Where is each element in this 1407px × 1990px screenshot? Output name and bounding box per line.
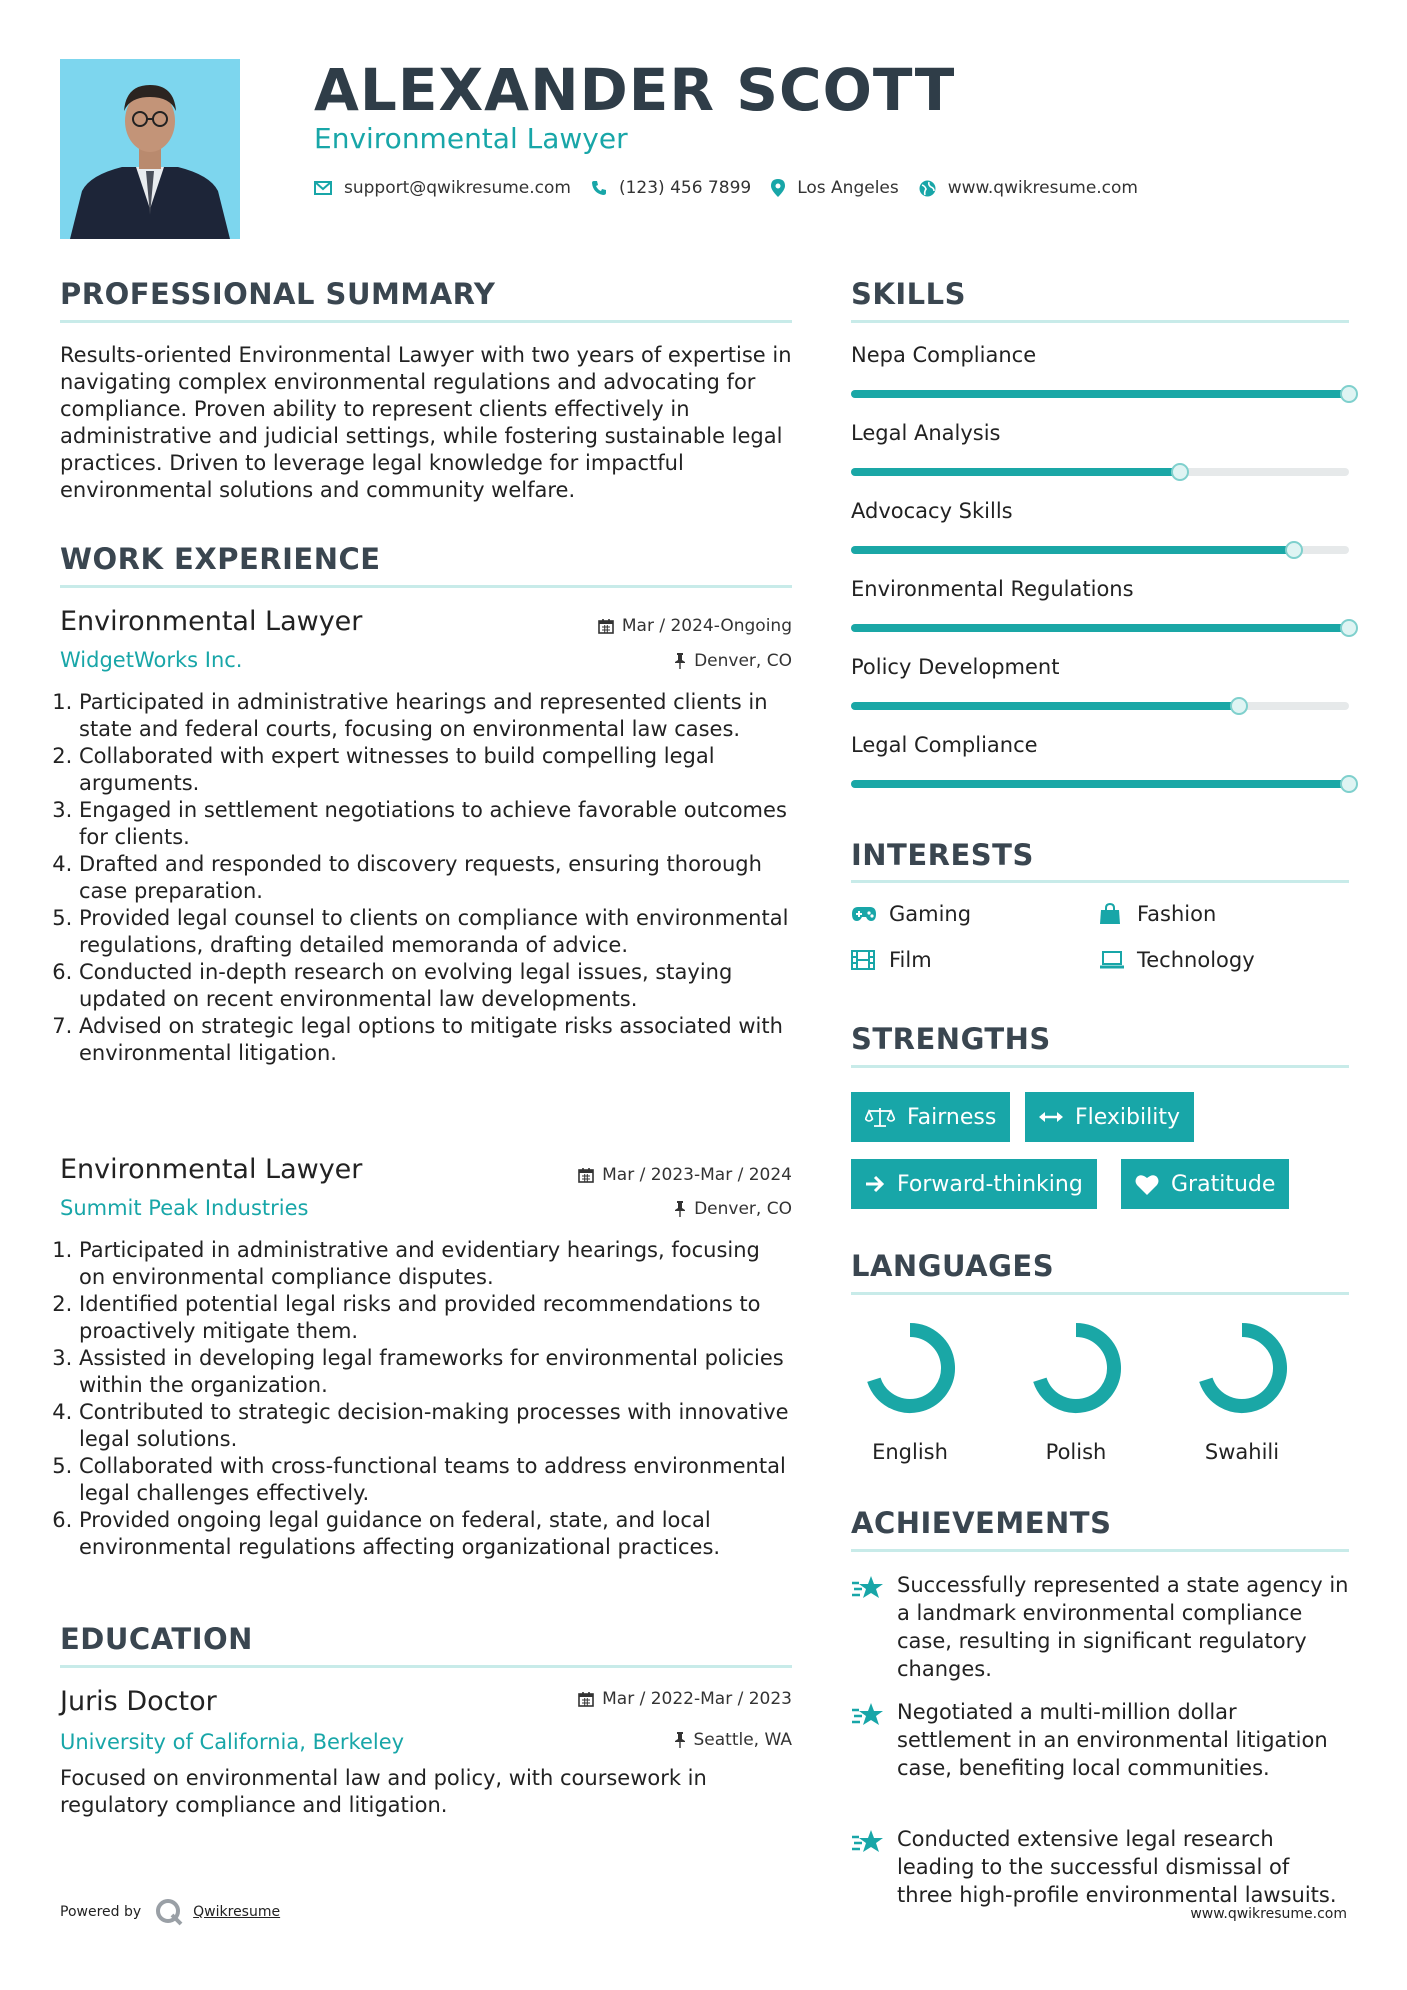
globe-icon [919,180,936,197]
skill-bar-knob [1171,463,1189,481]
strengths-divider [851,1065,1349,1068]
language-item [1016,1318,1136,1464]
language-label: Polish [1045,1440,1107,1464]
strength-chip [851,1092,1010,1142]
interest-label: Fashion [1137,902,1217,926]
job-dates-text: Mar / 2024-Ongoing [621,616,792,636]
achievement-item [851,1571,1349,1683]
powered-by [60,1898,280,1926]
achievements-divider [851,1549,1349,1552]
interests-heading: INTERESTS [851,838,1034,872]
skill-bar [851,390,1349,398]
contact-email[interactable]: support@qwikresume.com [344,178,571,198]
heart-icon [1135,1174,1159,1195]
job-duties [60,689,792,1067]
education-dates [578,1689,792,1709]
strength-chip [851,1159,1097,1209]
list-item: 1. Participated in administrative and evidentiary hearings, focusing on environmental compliance disputes. [79,1237,792,1291]
skill-bar-fill [851,780,1349,788]
list-item: 5. Provided legal counsel to clients on compliance with environmental regulations, drafting detailed memoranda of advice. [79,905,792,959]
list-item: 2. Collaborated with expert witnesses to build compelling legal arguments. [79,743,792,797]
job-location-text: Denver, CO [694,1199,792,1219]
skill-bar [851,624,1349,632]
interest-label: Gaming [889,902,972,926]
laptop-icon [1099,951,1125,969]
job-location-text: Denver, CO [694,651,792,671]
strength-label: Gratitude [1171,1171,1276,1197]
skill-bar-fill [851,390,1349,398]
skill-bar-fill [851,468,1180,476]
skill-bar [851,780,1349,788]
strength-label: Flexibility [1075,1104,1180,1130]
achievement-item [851,1698,1349,1782]
list-item: 3. Engaged in settlement negotiations to achieve favorable outcomes for clients. [79,797,792,851]
arrow-right-icon [865,1175,885,1193]
calendar-icon [578,1691,594,1707]
skill-bar-fill [851,546,1294,554]
skill-label: Environmental Regulations [851,577,1134,601]
list-item: 1. Participated in administrative hearings and represented clients in state and federal courts, focusing on environmental law cases. [79,689,792,743]
skills-divider [851,320,1349,323]
language-label: English [872,1440,948,1464]
strength-chip [1121,1159,1289,1209]
interest-item [851,902,971,926]
education-dates-text: Mar / 2022-Mar / 2023 [602,1689,792,1709]
qwikresume-logo-icon [155,1898,183,1926]
film-icon [851,950,877,970]
list-item: 5. Collaborated with cross-functional teams to address environmental legal challenges effectively. [79,1453,792,1507]
shooting-star-icon [851,1698,897,1782]
interest-item [851,948,932,972]
achievements-heading: ACHIEVEMENTS [851,1506,1112,1540]
interest-item [1099,902,1216,926]
shooting-star-icon [851,1825,897,1909]
interests-divider [851,880,1349,883]
job-location [674,651,792,671]
interest-label: Technology [1137,948,1255,972]
job-location [674,1199,792,1219]
language-label: Swahili [1204,1440,1280,1464]
language-ring [874,1330,948,1406]
job-title: Environmental Lawyer [60,1154,363,1185]
skill-bar [851,546,1349,554]
work-heading: WORK EXPERIENCE [60,542,381,576]
achievement-text: Conducted extensive legal research leading to the successful dismissal of three high-profile environmental lawsuits. [897,1827,1337,1907]
skill-label: Advocacy Skills [851,499,1013,523]
job-duties [60,1237,792,1561]
calendar-icon [598,618,614,634]
skills-heading: SKILLS [851,277,966,311]
list-item: 2. Identified potential legal risks and provided recommendations to proactively mitigate them. [79,1291,792,1345]
skill-label: Policy Development [851,655,1060,679]
education-description: Focused on environmental law and policy, with coursework in regulatory compliance and litigation. [60,1766,707,1817]
job-dates [598,616,792,636]
list-item: 4. Drafted and responded to discovery requests, ensuring thorough case preparation. [79,851,792,905]
job-dates-text: Mar / 2023-Mar / 2024 [602,1165,792,1185]
achievement-text: Negotiated a multi-million dollar settlement in an environmental litigation case, benefiting local communities. [897,1700,1328,1780]
list-item: 7. Advised on strategic legal options to mitigate risks associated with environmental litigation. [79,1013,792,1067]
skill-bar [851,702,1349,710]
education-location-text: Seattle, WA [693,1730,792,1750]
languages-heading: LANGUAGES [851,1249,1055,1283]
shopping-bag-icon [1099,903,1125,925]
powered-by-label: Powered by [60,1904,142,1920]
education-divider [60,1665,792,1668]
school-name: University of California, Berkeley [60,1730,405,1754]
achievement-text: Successfully represented a state agency in a landmark environmental compliance case, resulting in significant regulatory changes. [897,1573,1349,1681]
qwikresume-link[interactable]: Qwikresume [193,1904,281,1920]
skill-bar-knob [1340,775,1358,793]
list-item: 4. Contributed to strategic decision-making processes with innovative legal solutions. [79,1399,792,1453]
interest-item [1099,948,1255,972]
arrows-horizontal-icon [1039,1111,1063,1123]
candidate-name: ALEXANDER SCOTT [314,56,956,124]
strength-chip [1025,1092,1194,1142]
scale-icon [865,1106,895,1128]
strengths-heading: STRENGTHS [851,1022,1051,1056]
achievement-item [851,1825,1349,1909]
skill-bar-knob [1230,697,1248,715]
list-item: 6. Conducted in-depth research on evolving legal issues, staying updated on recent environmental law developments. [79,959,792,1013]
job-company: Summit Peak Industries [60,1196,309,1220]
skill-label: Legal Compliance [851,733,1038,757]
list-item: 6. Provided ongoing legal guidance on federal, state, and local environmental regulations affecting organizational practices. [79,1507,792,1561]
pushpin-icon [674,1732,686,1748]
skill-bar-fill [851,624,1349,632]
summary-text: Results-oriented Environmental Lawyer with two years of expertise in navigating complex environmental regulations and advocating for compliance. Proven ability to represent clients effectively in administrative and judicial settings, while fostering sustainable legal practices. Driven to leverage legal knowledge for impactful environmental solutions and community welfare. [60,343,792,502]
summary-divider [60,320,792,323]
work-divider [60,585,792,588]
calendar-icon [578,1167,594,1183]
pushpin-icon [674,653,686,669]
summary-heading: PROFESSIONAL SUMMARY [60,277,496,311]
map-marker-icon [771,179,785,197]
candidate-title: Environmental Lawyer [314,122,628,155]
shooting-star-icon [851,1571,897,1683]
contact-phone[interactable]: (123) 456 7899 [618,178,752,198]
pushpin-icon [674,1201,686,1217]
language-ring [1040,1330,1114,1406]
degree-title: Juris Doctor [60,1686,217,1717]
education-location [674,1730,793,1750]
strength-label: Fairness [907,1104,997,1130]
footer-url[interactable]: www.qwikresume.com [1190,1906,1347,1922]
job-title: Environmental Lawyer [60,606,363,637]
list-item: 3. Assisted in developing legal frameworks for environmental policies within the organization. [79,1345,792,1399]
interest-label: Film [889,948,932,972]
language-item [850,1318,970,1464]
job-company: WidgetWorks Inc. [60,648,243,672]
contact-bar [314,178,1158,198]
profile-photo [60,59,240,239]
education-heading: EDUCATION [60,1622,253,1656]
skill-label: Nepa Compliance [851,343,1037,367]
job-dates [578,1165,792,1185]
skill-label: Legal Analysis [851,421,1001,445]
skill-bar-knob [1285,541,1303,559]
gamepad-icon [851,906,877,922]
contact-location: Los Angeles [797,178,899,198]
languages-divider [851,1292,1349,1295]
contact-website[interactable]: www.qwikresume.com [947,178,1138,198]
skill-bar-knob [1340,619,1358,637]
language-ring [1206,1330,1280,1406]
envelope-icon [314,181,332,195]
skill-bar [851,468,1349,476]
skill-bar-knob [1340,385,1358,403]
language-item [1182,1318,1302,1464]
phone-icon [591,180,607,196]
strength-label: Forward-thinking [897,1171,1083,1197]
skill-bar-fill [851,702,1239,710]
